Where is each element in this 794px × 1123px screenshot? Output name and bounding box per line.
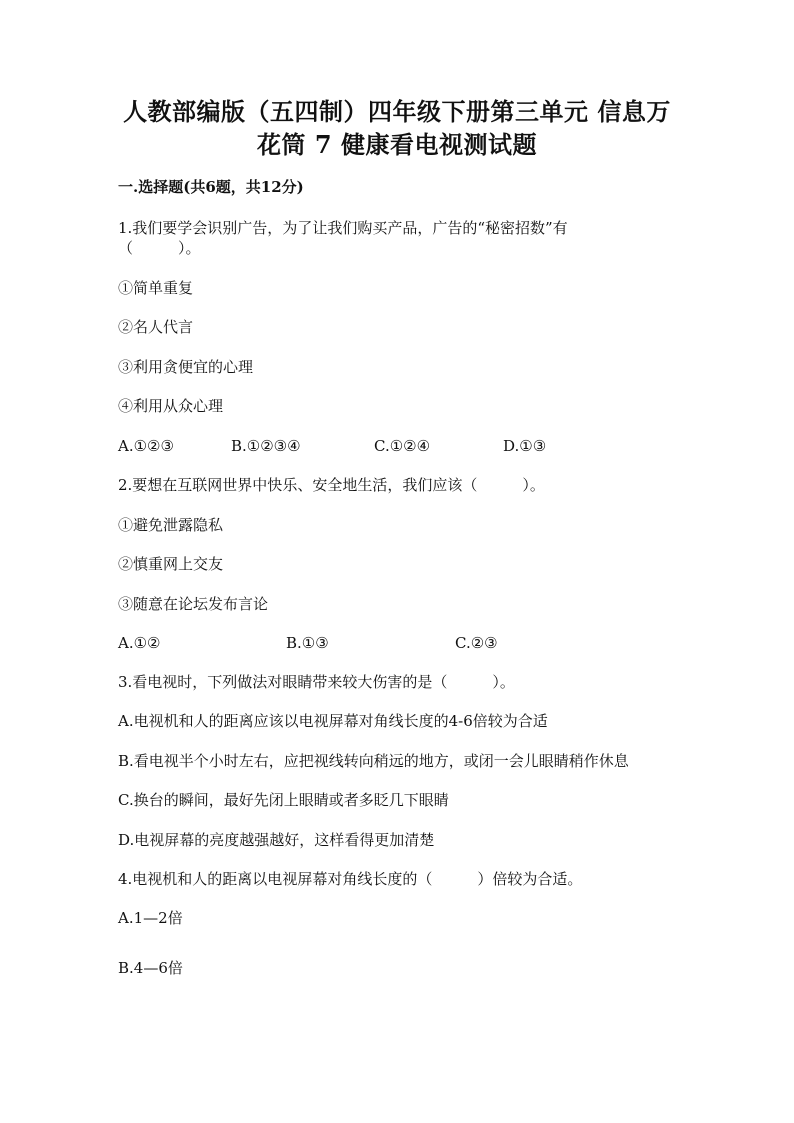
question-2-item-2: ②慎重网上交友 [118, 555, 224, 573]
page-title-line-1: 人教部编版（五四制）四年级下册第三单元 信息万 [123, 97, 671, 126]
question-3-option-a[interactable]: A.电视机和人的距离应该以电视屏幕对角线长度的4-6倍较为合适 [118, 712, 548, 730]
question-1-stem: 1.我们要学会识别广告，为了让我们购买产品，广告的“秘密招数”有 [118, 219, 568, 237]
question-4-stem: 4.电视机和人的距离以电视屏幕对角线长度的（ ）倍较为合适。 [118, 870, 583, 888]
question-1-stem-blank: （ ）。 [118, 239, 201, 257]
question-3-option-d[interactable]: D.电视屏幕的亮度越强越好，这样看得更加清楚 [118, 831, 435, 849]
question-3-option-c[interactable]: C.换台的瞬间，最好先闭上眼睛或者多眨几下眼睛 [118, 791, 449, 809]
question-3-option-b[interactable]: B.看电视半个小时左右，应把视线转向稍远的地方，或闭一会儿眼睛稍作休息 [118, 752, 629, 770]
question-1-item-2: ②名人代言 [118, 318, 194, 336]
question-3-stem: 3.看电视时，下列做法对眼睛带来较大伤害的是（ ）。 [118, 673, 515, 691]
question-1-option-a[interactable]: A.①②③ [118, 437, 174, 455]
question-1-option-c[interactable]: C.①②④ [374, 437, 431, 455]
question-1-item-3: ③利用贪便宜的心理 [118, 358, 254, 376]
question-1-option-d[interactable]: D.①③ [503, 437, 547, 455]
question-2-option-b[interactable]: B.①③ [286, 634, 329, 652]
question-1-item-4: ④利用从众心理 [118, 397, 224, 415]
question-4-option-b[interactable]: B.4—6倍 [118, 959, 183, 977]
question-2-item-1: ①避免泄露隐私 [118, 516, 224, 534]
question-4-option-a[interactable]: A.1—2倍 [118, 909, 183, 927]
section-heading: 一.选择题(共6题，共12分) [118, 178, 304, 196]
question-2-option-a[interactable]: A.①② [118, 634, 161, 652]
question-2-stem: 2.要想在互联网世界中快乐、安全地生活，我们应该（ ）。 [118, 476, 545, 494]
page-title-line-2: 花筒 7 健康看电视测试题 [257, 130, 537, 159]
question-2-option-c[interactable]: C.②③ [455, 634, 498, 652]
question-1-option-b[interactable]: B.①②③④ [231, 437, 301, 455]
question-2-item-3: ③随意在论坛发布言论 [118, 595, 269, 613]
question-1-item-1: ①简单重复 [118, 279, 194, 297]
